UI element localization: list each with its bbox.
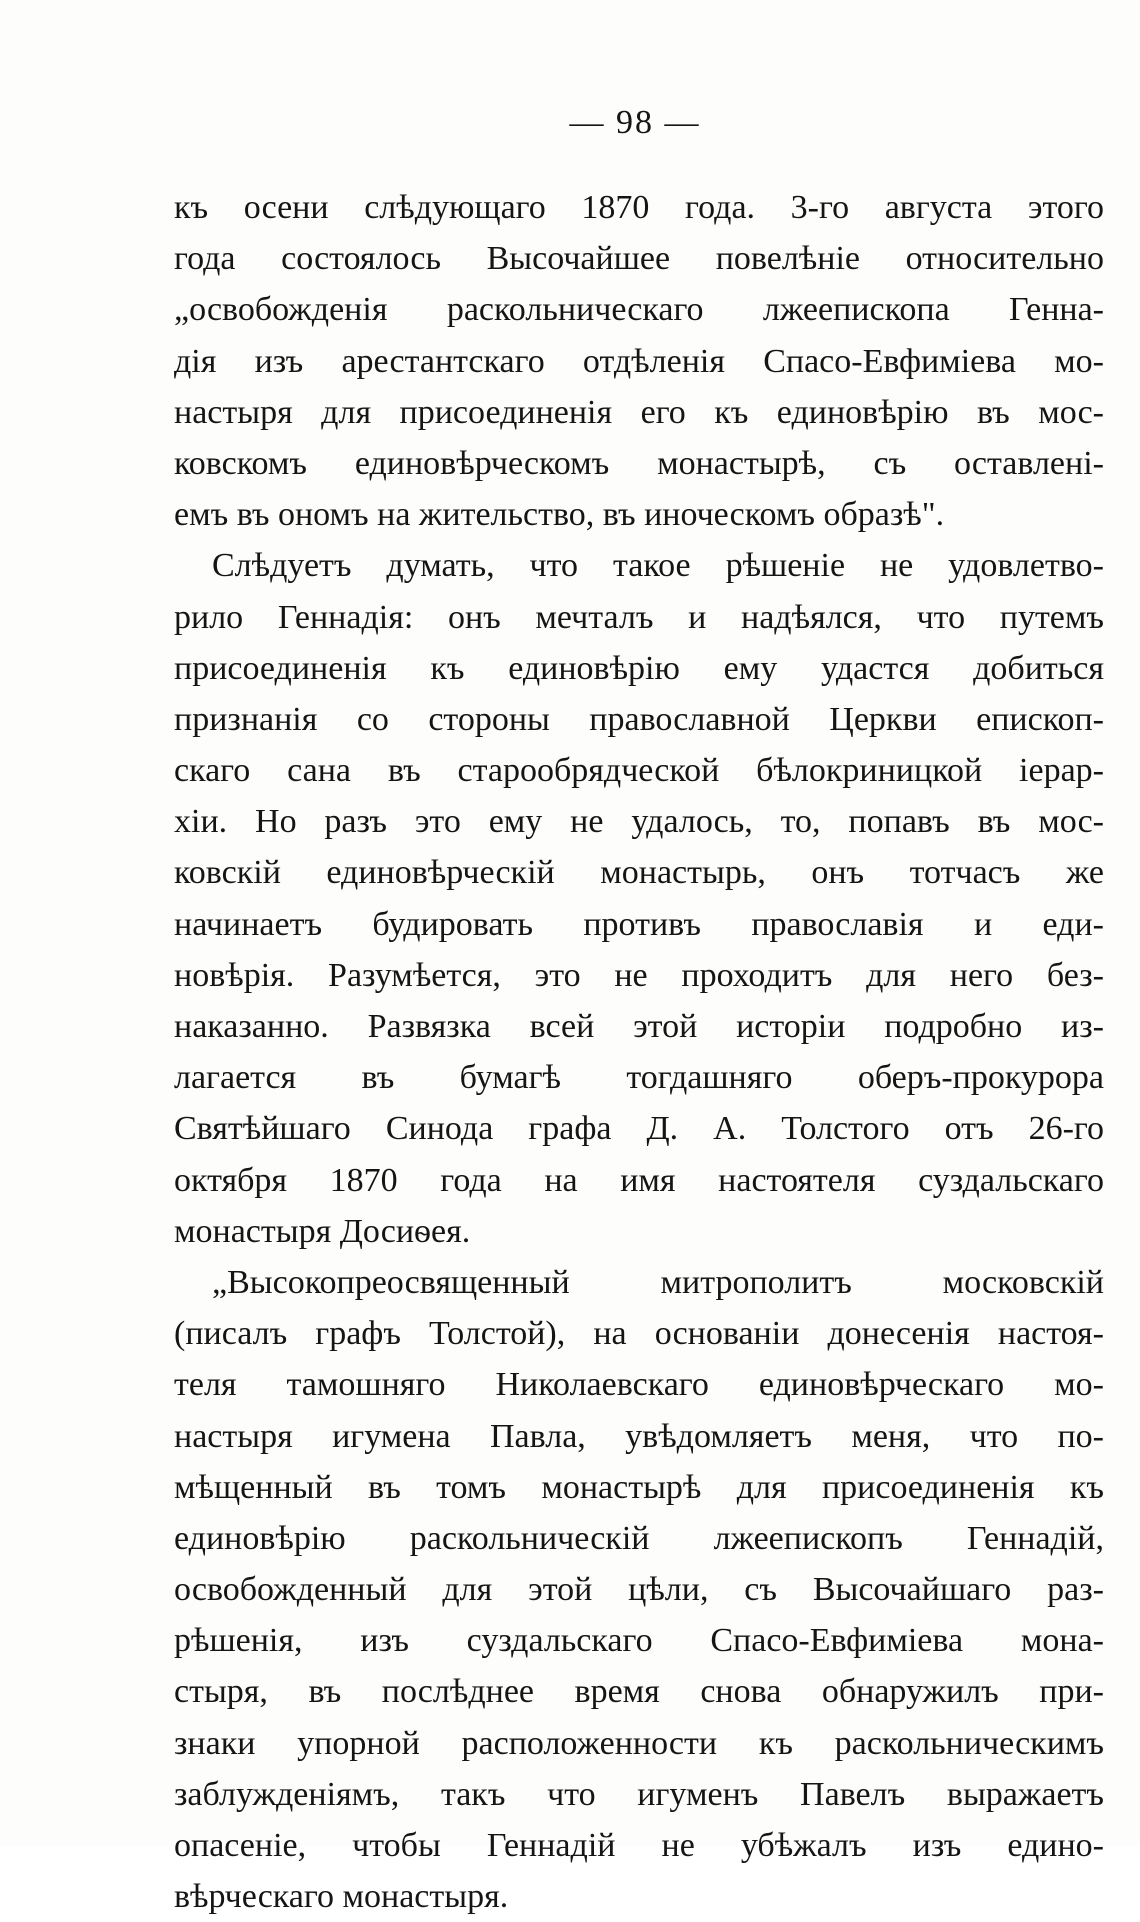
text-line: октября 1870 года на имя настоятеля суздальскаго — [174, 1161, 1104, 1199]
text-line: новѣрія. Разумѣется, это не проходитъ для него без- — [174, 956, 1104, 994]
text-line: скаго сана въ старообрядческой бѣлокриницкой іерар- — [174, 752, 1104, 790]
text-line: Святѣйшаго Синода графа Д. А. Толстого отъ 26-го — [174, 1110, 1104, 1148]
text-line: опасеніе, чтобы Геннадій не убѣжалъ изъ едино- — [174, 1827, 1104, 1864]
text-line: „освобожденія раскольническаго лжеепископа Генна- — [174, 291, 1104, 329]
page-number: — 98 — — [569, 104, 701, 141]
text-line: года состоялось Высочайшее повелѣніе относительно — [174, 240, 1104, 278]
text-line: стыря, въ послѣднее время снова обнаружилъ при- — [174, 1673, 1104, 1711]
text-line: къ осени слѣдующаго 1870 года. 3-го августа этого — [174, 189, 1104, 226]
text-line: ковскій единовѣрческій монастырь, онъ тотчасъ же — [174, 854, 1104, 892]
text-line: „Высокопреосвященный митрополитъ московскій — [212, 1263, 1104, 1301]
text-line: настыря для присоединенія его къ единовѣрію въ мос- — [174, 393, 1104, 431]
text-line: заблужденіямъ, такъ что игуменъ Павелъ выражаетъ — [174, 1775, 1104, 1813]
text-line: теля тамошняго Николаевскаго единовѣрческаго мо- — [174, 1366, 1104, 1404]
text-line: Слѣдуетъ думать, что такое рѣшеніе не удовлетво- — [212, 547, 1104, 585]
text-line: рило Геннадія: онъ мечталъ и надѣялся, что путемъ — [174, 598, 1104, 636]
text-line: емъ въ ономъ на жительство, въ иноческомъ образѣ". — [174, 496, 945, 534]
text-line: дія изъ арестантскаго отдѣленія Спасо-Евфиміева мо- — [174, 342, 1104, 380]
text-line: признанія со стороны православной Церкви епископ- — [174, 700, 1104, 738]
text-line: (писалъ графъ Толстой), на основаніи донесенія настоя- — [174, 1315, 1104, 1353]
text-line: настыря игумена Павла, увѣдомляетъ меня, что по- — [174, 1417, 1104, 1455]
text-line: знаки упорной расположенности къ раскольническимъ — [174, 1724, 1104, 1762]
text-line: лагается въ бумагѣ тогдашняго оберъ-прокурора — [174, 1059, 1104, 1097]
text-line: мѣщенный въ томъ монастырѣ для присоединенія къ — [174, 1468, 1104, 1506]
text-line: начинаетъ будировать противъ православія и еди- — [174, 905, 1104, 943]
text-line: наказанно. Развязка всей этой исторіи подробно из- — [174, 1008, 1104, 1045]
text-line: освобожденный для этой цѣли, съ Высочайшаго раз- — [174, 1571, 1104, 1609]
body-text — [174, 182, 1104, 1922]
text-line: вѣрческаго монастыря. — [174, 1878, 509, 1916]
text-line: монастыря Досиѳея. — [174, 1212, 471, 1250]
text-line: хіи. Но разъ это ему не удалось, то, попавъ въ мос- — [174, 803, 1104, 841]
text-line: рѣшенія, изъ суздальскаго Спасо-Евфиміева мона- — [174, 1622, 1104, 1660]
text-line: присоединенія къ единовѣрію ему удастся добиться — [174, 649, 1104, 687]
text-line: единовѣрію раскольническій лжеепископъ Геннадій, — [174, 1519, 1104, 1557]
text-line: ковскомъ единовѣрческомъ монастырѣ, съ оставлені- — [174, 444, 1104, 482]
